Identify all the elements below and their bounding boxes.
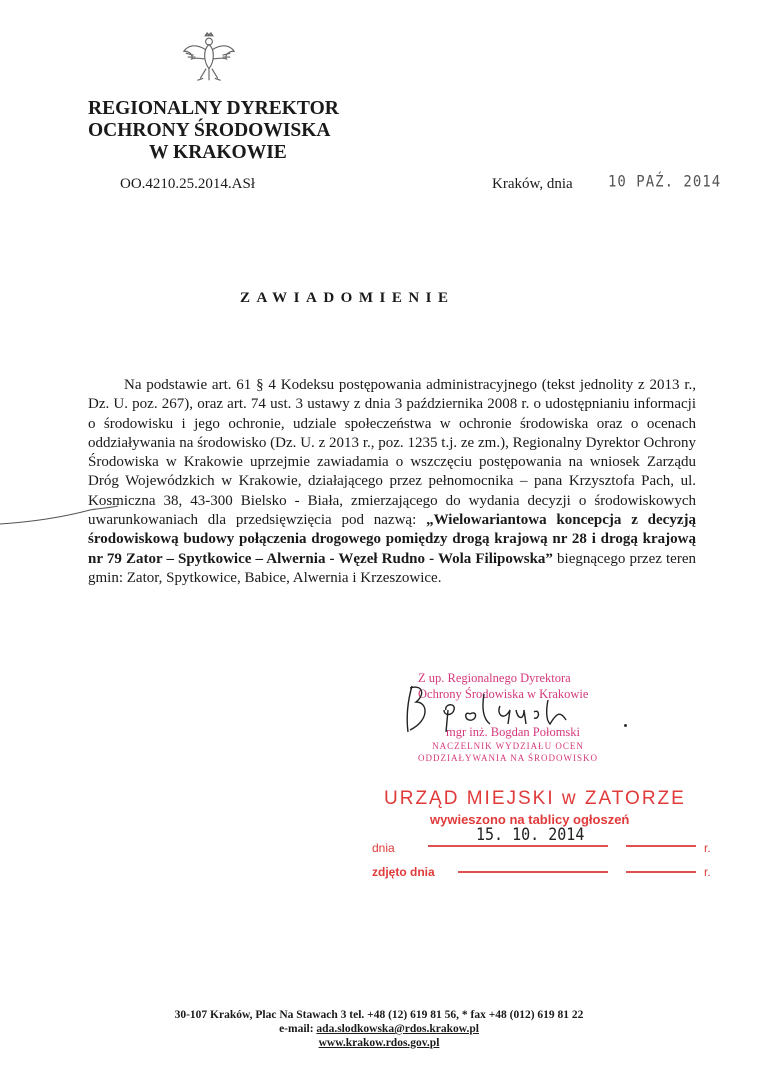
removed-year-suffix: r. [704,865,711,879]
posted-year-suffix: r. [704,841,711,855]
stamp-line-1: Z up. Regionalnego Dyrektora [418,671,571,685]
signatory-name: mgr inż. Bogdan Połomski [445,725,581,739]
date-stamp: 10 PAŹ. 2014 [608,172,722,192]
posted-date-line [428,845,608,847]
pen-stroke-mark [0,500,120,530]
project-name: „Wielowariantowa koncepcja z decyzją środowiskową budowy połączenia drogowego pomiędzy drogą krajową nr 28 i drogą krajową nr 79 Zator – Spytkowice – Alwernia - Węzeł Rudno - Wola Filipowska” [88,512,696,567]
footer-address: 30-107 Kraków, Plac Na Stawach 3 tel. +48 (12) 619 81 56, * fax +48 (012) 619 81 22 [174,1009,584,1021]
office-name: URZĄD MIEJSKI w ZATORZE [384,788,686,809]
posted-date: 15. 10. 2014 [476,823,585,845]
org-line-1: REGIONALNY DYREKTOR [88,98,339,119]
reference-number: OO.4210.25.2014.ASł [120,176,256,192]
org-line-3: W KRAKOWIE [149,142,287,163]
posted-label: dnia [372,841,395,855]
stamp-line-2: Ochrony Środowiska w Krakowie [418,687,589,701]
email-link[interactable]: ada.slodkowska@rdos.krakow.pl [316,1023,479,1035]
removed-date-line [458,871,608,873]
email-label: e-mail: [279,1023,317,1035]
posting-stamp [370,788,715,883]
document-title: ZAWIADOMIENIE [240,290,455,306]
removed-day-line [626,871,696,873]
document-body [88,376,696,588]
signatory-position-1: NACZELNIK WYDZIAŁU OCEN [432,741,584,751]
polish-eagle-emblem-icon [180,30,238,88]
posting-subtitle: wywieszono na tablicy ogłoszeń [430,812,630,827]
org-line-2: OCHRONY ŚRODOWISKA [88,120,331,141]
body-text-part1: Na podstawie art. 61 § 4 Kodeksu postępowania administracyjnego (tekst jednolity z 2013 r., Dz. U. poz. 267), oraz art. 74 ust. 3 ustawy z dnia 3 października 2008 r. o udostępnianiu informacji o środowisku i jego ochronie, udziale społeczeństwa w ochronie środowiska oraz o ocenach oddziaływania na środowisko (Dz. U. z 2013 r., poz. 1235 t.j. ze zm.), Regionalny Dyrektor Ochrony Środowiska w Krakowie uprzejmie zawiadamia o wszczęciu postępowania na wniosek Zarządu Dróg Wojewódzkich w Krakowie, działającego przez pełnomocnika – pana Krzysztofa Pach, ul. Kosmiczna 38, 43-300 Bielsko - Biała, zmierzającego do wydania decyzji o środowiskowych uwarunkowaniach dla przedsięwzięcia pod nazwą: [88,377,696,529]
place-label: Kraków, dnia [492,176,573,192]
ink-dot [624,724,627,727]
signatory-position-2: ODDZIAŁYWANIA NA ŚRODOWISKO [418,753,598,763]
footer-contact [0,1008,758,1050]
organization-name [88,98,339,164]
website-link[interactable]: www.krakow.rdos.gov.pl [318,1037,440,1049]
posted-day-line [626,845,696,847]
handwritten-signature [400,680,630,740]
body-text-part2: biegnącego przez teren gmin: Zator, Spytkowice, Babice, Alwernia i Krzeszowice. [88,550,696,586]
removed-label: zdjęto dnia [372,865,435,879]
